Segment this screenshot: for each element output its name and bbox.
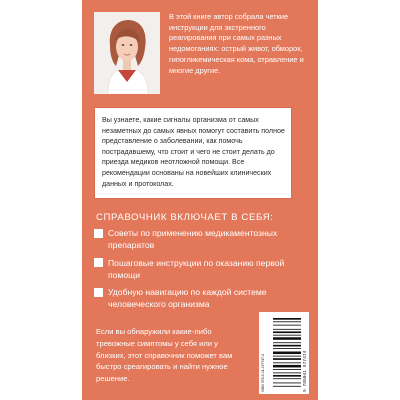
- square-bullet-icon: [94, 229, 103, 238]
- highlight-box: [94, 107, 292, 199]
- list-item: [94, 286, 310, 311]
- barcode-image: [273, 318, 301, 390]
- section-heading: СПРАВОЧНИК ВКЛЮЧАЕТ В СЕБЯ:: [96, 212, 274, 223]
- author-photo: [94, 12, 160, 94]
- list-item-text: Удобную навигацию по каждой системе человеческого организма: [108, 287, 267, 310]
- list-item-text: Советы по применению медикаментозных препаратов: [108, 228, 278, 251]
- list-item: [94, 257, 310, 282]
- list-item-text: Пошаговые инструкции по оказанию первой помощи: [108, 257, 285, 280]
- intro-text: В этой книге автор собрала четкие инструкции для экстренного реагирования при самых разных недомоганиях: острый живот, обморок, гипогликемическая кома, отравление и многие другие.: [169, 12, 304, 75]
- square-bullet-icon: [94, 288, 103, 297]
- closing-paragraph: [96, 326, 246, 385]
- isbn-label: ISBN 978-5-04-197747-4: [261, 354, 265, 392]
- author-intro: [169, 12, 315, 76]
- author-portrait-image: [94, 12, 160, 94]
- highlight-text: Вы узнаете, какие сигналы организма от самых незаметных до самых явных помогут составить полное представление о заболевании, как помочь пострадавшему, что стоит и чего не стоит делать до приезда медиков неотложной помощи. Все рекомендации основаны на новейших клинических данных и протоколах.: [102, 116, 285, 188]
- square-bullet-icon: [94, 258, 103, 267]
- closing-text: Если вы обнаружили какие-либо тревожные симптомы у себя или у близких, этот справочник поможет вам быстро среагировать и найти нужное решение.: [96, 327, 233, 384]
- barcode-number: 9 785041 977474: [303, 350, 308, 392]
- book-back-cover: [82, 0, 318, 400]
- barcode-panel: [259, 312, 309, 394]
- list-item: [94, 227, 310, 252]
- contents-list: [94, 227, 310, 316]
